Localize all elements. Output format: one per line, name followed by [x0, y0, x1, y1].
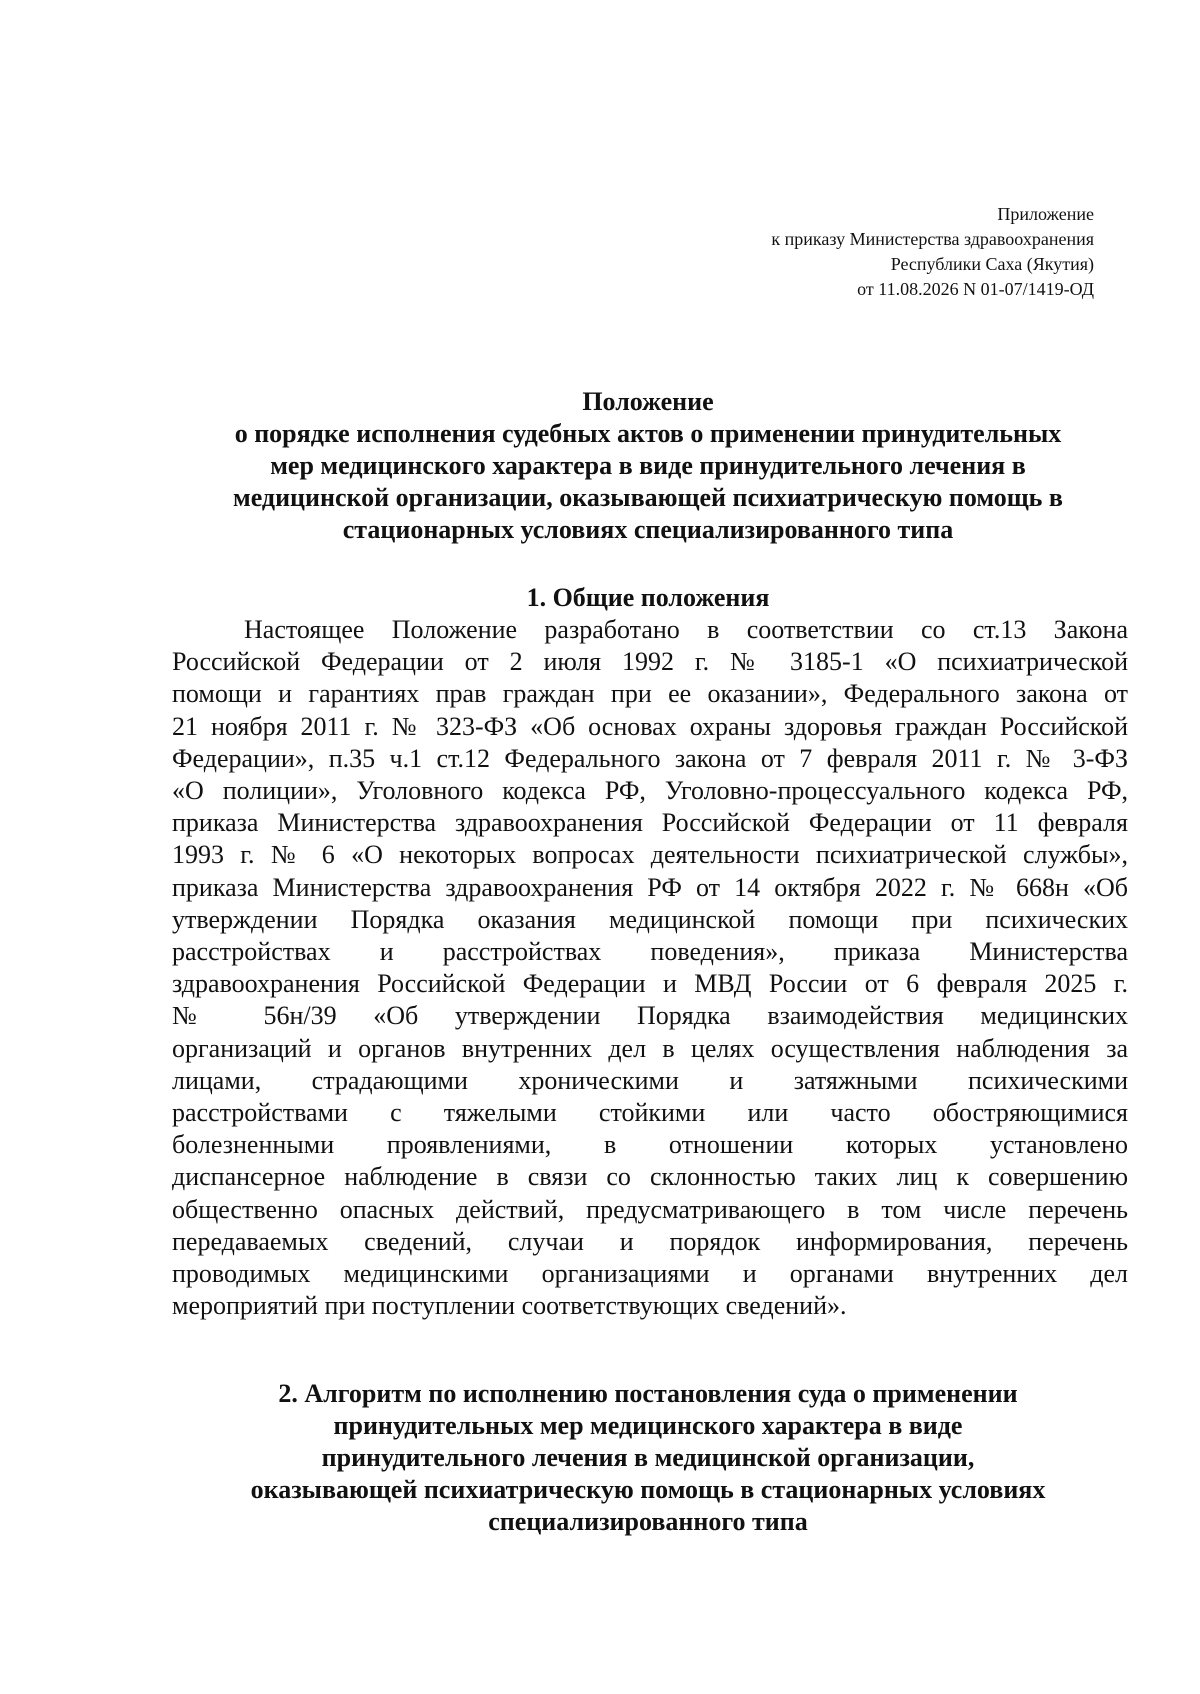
paragraph-line: Российской Федерации от 2 июля 1992 г. № 3185-1 «О психиатрической [172, 647, 1128, 677]
appendix-line: Республики Саха (Якутия) [890, 254, 1094, 274]
section-2-heading-line: оказывающей психиатрическую помощь в стационарных условиях [250, 1475, 1046, 1504]
paragraph-line: передаваемых сведений, случаи и порядок информирования, перечень [172, 1226, 1128, 1256]
section-2-heading-line: 2. Алгоритм по исполнению постановления суда о применении [278, 1379, 1018, 1408]
paragraph-line: приказа Министерства здравоохранения Российской Федерации от 11 февраля [172, 808, 1128, 838]
paragraph-line: организаций и органов внутренних дел в целях осуществления наблюдения за [172, 1033, 1128, 1063]
section-2-heading-line: принудительного лечения в медицинской организации, [321, 1443, 975, 1472]
title-line: мер медицинского характера в виде принудительного лечения в [270, 451, 1026, 480]
appendix-order-number: от 11.08.2026 N 01-07/1419-ОД [857, 279, 1094, 299]
section-1-heading: 1. Общие положения [526, 583, 770, 612]
paragraph-line: Настоящее Положение разработано в соответствии со ст.13 Закона [244, 615, 1128, 644]
paragraph-line: лицами, страдающими хроническими и затяжными психическими [172, 1065, 1128, 1095]
title-line: медицинской организации, оказывающей психиатрическую помощь в [233, 483, 1063, 512]
paragraph-line: расстройствах и расстройствах поведения», приказа Министерства [172, 937, 1128, 967]
paragraph-line: диспансерное наблюдение в связи со склонностью таких лиц к совершению [172, 1162, 1128, 1192]
paragraph-line: приказа Министерства здравоохранения РФ от 14 октября 2022 г. № 668н «Об [172, 872, 1128, 902]
appendix-header [771, 202, 1094, 302]
paragraph-line: утверждении Порядка оказания медицинской помощи при психических [172, 904, 1128, 934]
section-2-heading [160, 1378, 1136, 1538]
paragraph-line: расстройствами с тяжелыми стойкими или часто обостряющимися [172, 1098, 1128, 1128]
paragraph-line: Федерации», п.35 ч.1 ст.12 Федерального закона от 7 февраля 2011 г. № 3-ФЗ [172, 743, 1128, 773]
appendix-line: Приложение [997, 204, 1094, 224]
appendix-line: к приказу Министерства здравоохранения [771, 229, 1094, 249]
paragraph-line: «О полиции», Уголовного кодекса РФ, Уголовно-процессуального кодекса РФ, [172, 776, 1128, 806]
section-2-heading-line: принудительных мер медицинского характера в виде [333, 1411, 963, 1440]
section-2-heading-line: специализированного типа [488, 1507, 808, 1536]
title-line: Положение [582, 387, 714, 416]
paragraph-line: здравоохранения Российской Федерации и МВД России от 6 февраля 2025 г. [172, 969, 1128, 999]
paragraph-line: № 56н/39 «Об утверждении Порядка взаимодействия медицинских [172, 1001, 1128, 1031]
paragraph-line: общественно опасных действий, предусматривающего в том числе перечень [172, 1194, 1128, 1224]
document-title [160, 386, 1136, 546]
paragraph-line: 1993 г. № 6 «О некоторых вопросах деятельности психиатрической службы», [172, 840, 1128, 870]
paragraph-line: болезненными проявлениями, в отношении которых установлено [172, 1130, 1128, 1160]
paragraph-line: помощи и гарантиях прав граждан при ее оказании», Федерального закона от [172, 679, 1128, 709]
section-1-paragraph [172, 614, 1128, 1322]
paragraph-line: 21 ноября 2011 г. № 323-ФЗ «Об основах охраны здоровья граждан Российской [172, 711, 1128, 741]
title-line: стационарных условиях специализированного типа [342, 515, 954, 544]
paragraph-line: проводимых медицинскими организациями и органами внутренних дел [172, 1259, 1128, 1289]
paragraph-line: мероприятий при поступлении соответствующих сведений». [172, 1291, 847, 1321]
title-line: о порядке исполнения судебных актов о применении принудительных [234, 419, 1062, 448]
